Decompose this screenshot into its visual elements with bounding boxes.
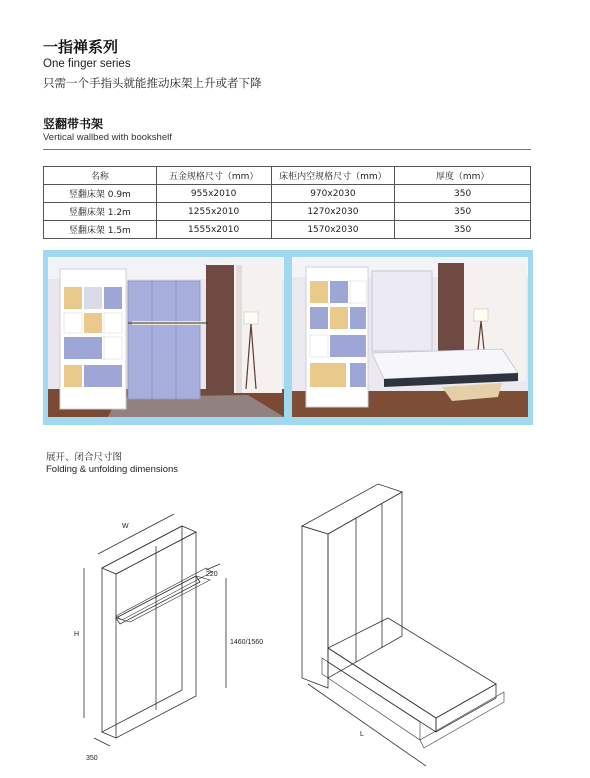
table-header-row bbox=[44, 167, 531, 185]
table-cell: 竖翻床架 1.2m bbox=[44, 203, 157, 221]
dim-shelf-label: 220 bbox=[206, 571, 218, 578]
page-title: 一指禅系列 bbox=[43, 38, 119, 56]
table-cell: 1555x2010 bbox=[156, 221, 271, 239]
dim-height-range-label: 1460/1560 bbox=[230, 639, 264, 646]
dim-length-label: L bbox=[360, 731, 364, 738]
series-description: 只需一个手指头就能推动床架上升或者下降 bbox=[43, 76, 262, 90]
section-title: 竖翻带书架 bbox=[43, 117, 104, 131]
open-wallbed-photo bbox=[292, 257, 528, 417]
dim-depth-label: 350 bbox=[86, 755, 98, 762]
table-cell: 350 bbox=[395, 203, 531, 221]
table-header-cell: 五金规格尺寸（mm） bbox=[156, 167, 271, 185]
folding-subtitle: Folding & unfolding dimensions bbox=[46, 464, 179, 475]
table-cell: 竖翻床架 1.5m bbox=[44, 221, 157, 239]
section-subtitle: Vertical wallbed with bookshelf bbox=[43, 132, 172, 143]
closed-wallbed-photo bbox=[48, 257, 284, 417]
table-cell: 955x2010 bbox=[156, 185, 271, 203]
table-row bbox=[44, 203, 531, 221]
table-header-cell: 床柜内空规格尺寸（mm） bbox=[271, 167, 395, 185]
table-cell: 350 bbox=[395, 185, 531, 203]
table-cell: 970x2030 bbox=[271, 185, 395, 203]
table-header-cell: 名称 bbox=[44, 167, 157, 185]
table-header-cell: 厚度（mm） bbox=[395, 167, 531, 185]
section-divider bbox=[43, 149, 531, 150]
table-cell: 350 bbox=[395, 221, 531, 239]
product-photo-frame bbox=[43, 250, 533, 425]
dimension-diagrams bbox=[60, 478, 520, 773]
table-cell: 1570x2030 bbox=[271, 221, 395, 239]
table-row bbox=[44, 221, 531, 239]
table-row bbox=[44, 185, 531, 203]
open-bed-diagram bbox=[302, 484, 504, 766]
closed-cabinet-diagram bbox=[84, 514, 226, 746]
dim-height-label: H bbox=[74, 631, 80, 638]
table-cell: 1270x2030 bbox=[271, 203, 395, 221]
table-cell: 竖翻床架 0.9m bbox=[44, 185, 157, 203]
table-cell: 1255x2010 bbox=[156, 203, 271, 221]
spec-table bbox=[43, 166, 531, 239]
dim-width-label: W bbox=[122, 523, 129, 530]
series-subtitle: One finger series bbox=[43, 58, 131, 70]
folding-title: 展开、闭合尺寸图 bbox=[46, 452, 123, 463]
